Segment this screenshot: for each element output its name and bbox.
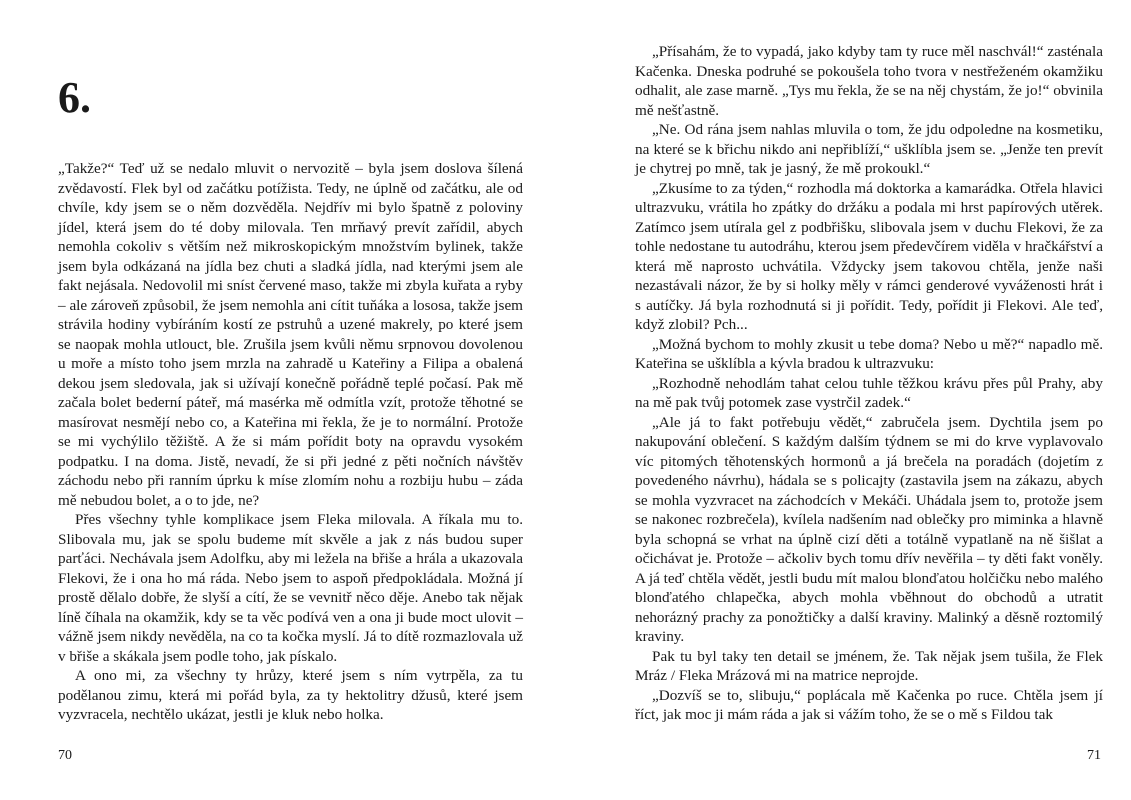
right-page-text: [635, 42, 1103, 725]
paragraph: „Ne. Od rána jsem nahlas mluvila o tom, že jdu odpoledne na kosmetiku, na které se k břichu nikdo ani nepřiblíží,“ ušklíbla jsem se. „Jenže ten prevít je chytrej po mně, tak je jasný, že mě prokoukl.“: [635, 121, 1103, 177]
page-number-left: 70: [58, 748, 72, 763]
right-page: [566, 0, 1131, 800]
paragraph: „Dozvíš se to, slibuju,“ poplácala mě Kačenka po ruce. Chtěla jsem jí říct, jak moc ji mám ráda a jak si vážím toho, že se o mě s Fildou tak: [635, 686, 1103, 723]
paragraph: A ono mi, za všechny ty hrůzy, které jsem s ním vytrpěla, za tu podělanou zimu, která mi pořád byla, za ty hektolitry džusů, které jsem vyzvracela, nechtělo ukázat, jestli je kluk nebo holka.: [58, 667, 523, 723]
page-number-right: 71: [1087, 748, 1101, 763]
paragraph: „Zkusíme to za týden,“ rozhodla má doktorka a kamarádka. Otřela hlavici ultrazvuku, vrátila ho zpátky do držáku a podala mi hrst papírových utěrek. Zatímco jsem utírala gel z podbřišku, slibovala jsem v duchu Flekovi, že za tohle nedostane tu autodráhu, kterou jsem předevčírem viděla v hračkářství a která mě naprosto uchvátila. Vždycky jsem takovou chtěla, jenže naši nezastávali názor, že by si holky měly v rámci genderové vyváženosti hrát i s autíčky. Já byla rozhodnutá si ji pořídit. Tedy, pořídit ji Flekovi. Ale teď, když zlobil? Pch...: [635, 179, 1103, 333]
left-page: [0, 0, 565, 800]
paragraph: Přes všechny tyhle komplikace jsem Fleka milovala. A říkala mu to. Slibovala mu, jak se spolu budeme mít skvěle a jak z nás budou super parťáci. Nechávala jsem Adolfku, aby mi ležela na břiše a hrála a ukazovala Flekovi, že i ona ho má ráda. Nebo jsem to aspoň předpokládala. Možná jí prostě dělalo dobře, že slyší a cítí, že se vevnitř něco děje. Anebo tak nějak líně číhala na okamžik, kdy se ta věc podívá ven a ona ji bude moct ulovit – vážně jsem nikdy nevěděla, na co ta kočka myslí. Já to dítě rozmazlovala už v břiše a skákala jsem podle toho, jak pískalo.: [58, 511, 523, 665]
chapter-number: 6.: [58, 73, 91, 122]
paragraph: Pak tu byl taky ten detail se jménem, že. Tak nějak jsem tušila, že Flek Mráz / Fleka Mrázová mi na matrice neprojde.: [635, 647, 1103, 684]
paragraph: „Takže?“ Teď už se nedalo mluvit o nervozitě – byla jsem doslova šílená zvědavostí. Flek byl od začátku potížista. Tedy, ne úplně od začátku, ale od chvíle, kdy jsem se o něm dozvěděla. Nejdřív mi bylo špatně z poloviny jídel, která jsem do té doby milovala. Ten mrňavý prevít zařídil, abych nemohla cokoliv s větším než mikroskopickým množstvím bylinek, takže jsem byla odkázaná na jídla bez chuti a sladká jídla, nad kterými jsem ale fakt nejásala. Nedovolil mi sníst červené maso, takže mi zbyla kuřata a ryby – ale zároveň způsobil, že jsem nemohla ani cítit tuňáka a lososa, takže jsem strávila hodiny vybíráním kostí ze pstruhů a uzené makrely, po které jsem se naopak mohla utlouct, ble. Zrušila jsem kvůli němu srpnovou dovolenou u moře a místo toho jsem mrzla na zahradě u Kateřiny a Filipa a obalená dekou jsem sledovala, jak si užívají konečně pořádně teplé počasí. Pak mě začala bolet bederní páteř, má masérka mě odmítla vzít, protože těhotné se masírovat nesmějí nebo co, a Kateřina mi řekla, že je to normální. Protože se mi vychýlilo těžiště. A že si mám pořídit boty na opravdu vysokém podpatku. I na doma. Jistě, nevadí, že si při jedné z pěti nočních návštěv záchodu nebo při ranním úprku k míse zlomím nohu a rozbiju hubu – záda mě nebudou bolet, a o to jde, ne?: [58, 160, 523, 509]
left-page-text: [58, 159, 523, 725]
paragraph: „Přísahám, že to vypadá, jako kdyby tam ty ruce měl naschvál!“ zasténala Kačenka. Dneska podruhé se pokoušela toho tvora v nestřeženém okamžiku odhalit, ale zase marně. „Tys mu řekla, že se na něj chystám, že jo!“ obvinila mě nešťastně.: [635, 43, 1103, 119]
paragraph: „Ale já to fakt potřebuju vědět,“ zabručela jsem. Dychtila jsem po nakupování oblečení. S každým dalším týdnem se mi do krve vyplavovalo víc pitomých těhotenských hormonů a já brečela na poradách (dojetím z povedeného návrhu), hádala se s policajty (zastavila jsem na zákazu, abych se mohla vyzvracet na záchodcích v Mekáči. Uhádala jsem to, protože jsem se nakonec rozbrečela), kvílela nadšením nad oblečky pro miminka a hlavně byla schopná se vrhat na úplně cizí děti a totálně vypatlaně na ně šišlat a očichávat je. Protože – ačkoliv bych tomu dřív nevěřila – ty děti fakt voněly. A já teď chtěla vědět, jestli budu mít malou blonďatou holčičku nebo malého blonďatého chlapečka, abych mohla vběhnout do obchodů a utratit nehorázný prachy za ponožtičky a další kraviny. Malinký a děsně roztomilý kraviny.: [635, 413, 1103, 645]
paragraph: „Rozhodně nehodlám tahat celou tuhle těžkou krávu přes půl Prahy, aby na mě pak tvůj potomek zase vystrčil zadek.“: [635, 374, 1103, 411]
paragraph: „Možná bychom to mohly zkusit u tebe doma? Nebo u mě?“ napadlo mě. Kateřina se ušklíbla a kývla bradou k ultrazvuku:: [635, 335, 1103, 372]
